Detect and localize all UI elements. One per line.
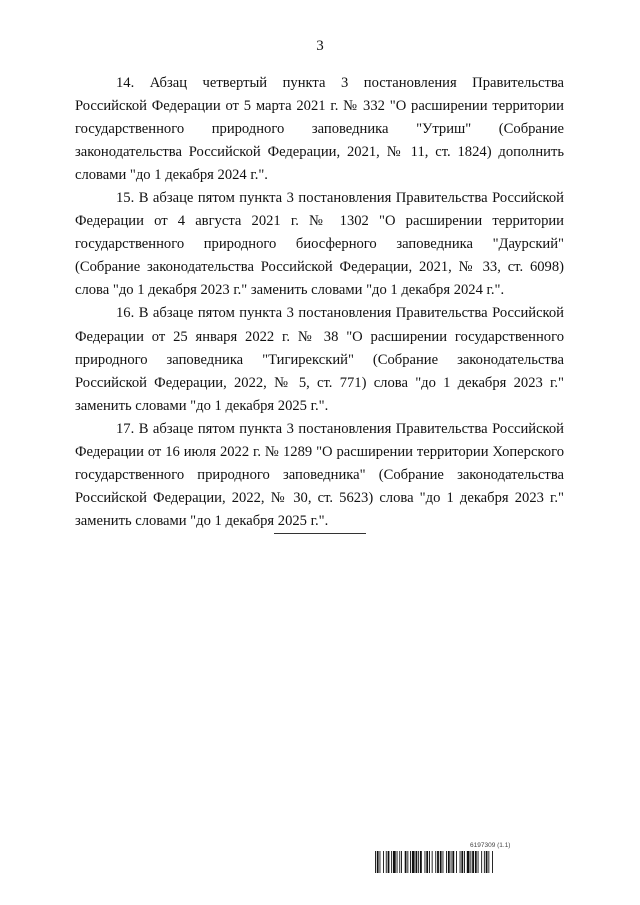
barcode (375, 851, 565, 873)
separator-line (274, 533, 366, 534)
document-body (75, 72, 564, 533)
page-number: 3 (316, 38, 324, 54)
paragraph-15: 15. В абзаце пятом пункта 3 постановления Правительства Российской Федерации от 4 августа 2021 г. № 1302 "О расширении территории государственного природного биосферного заповедника "Даурский" (Собрание законодательства Российской Федерации, 2021, № 33, ст. 6098) слова "до 1 декабря 2023 г." заменить словами "до 1 декабря 2024 г.". (75, 190, 564, 299)
paragraph-16: 16. В абзаце пятом пункта 3 постановления Правительства Российской Федерации от 25 января 2022 г. № 38 "О расширении государственного природного заповедника "Тигирекский" (Собрание законодательства Российской Федерации, 2022, № 5, ст. 771) слова "до 1 декабря 2023 г." заменить словами "до 1 декабря 2025 г.". (75, 305, 564, 414)
paragraph-14: 14. Абзац четвертый пункта 3 постановления Правительства Российской Федерации от 5 марта 2021 г. № 332 "О расширении территории государственного природного заповедника "Утриш" (Собрание законодательства Российской Федерации, 2021, № 11, ст. 1824) дополнить словами "до 1 декабря 2024 г.". (75, 75, 564, 184)
document-code: 6197309 (1.1) (470, 842, 511, 849)
paragraph-17: 17. В абзаце пятом пункта 3 постановления Правительства Российской Федерации от 16 июля 2022 г. № 1289 "О расширении территории Хоперского государственного природного заповедника" (Собрание законодательства Российской Федерации, 2022, № 30, ст. 5623) слова "до 1 декабря 2023 г." заменить словами "до 1 декабря 2025 г.". (75, 420, 564, 529)
